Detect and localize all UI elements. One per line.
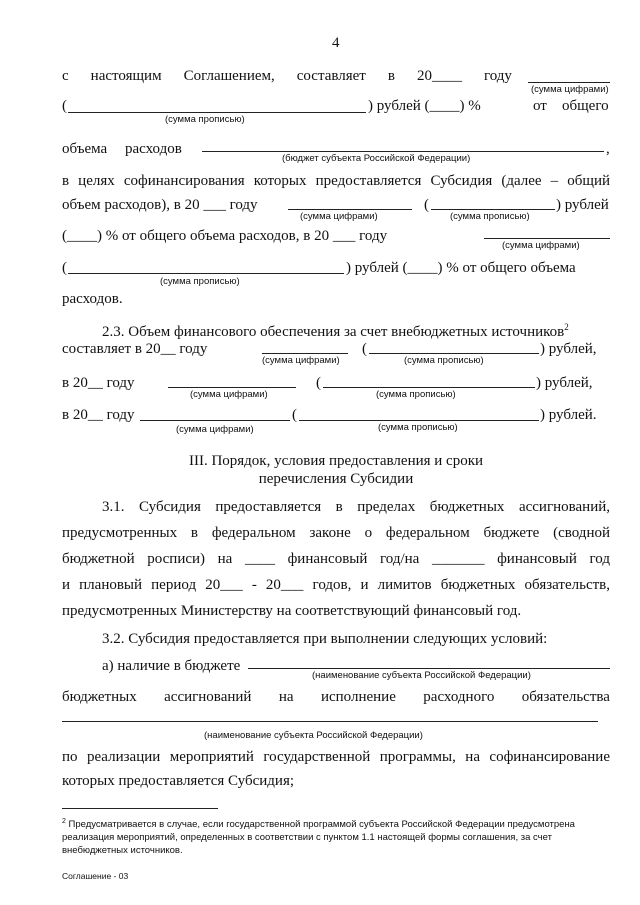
blank-line bbox=[323, 387, 535, 388]
p32-line5: которых предоставляется Субсидия; bbox=[62, 773, 295, 789]
section-title-line1: III. Порядок, условия предоставления и сроки bbox=[188, 453, 484, 469]
blank-line bbox=[528, 82, 610, 83]
p23-line1: 2.3. Объем финансового обеспечения за счет внебюджетных источников$^2$ bbox=[102, 322, 569, 340]
blank-line bbox=[484, 238, 610, 239]
blank-line bbox=[140, 420, 290, 421]
p1-line2-rub: ) рублей (____) % bbox=[368, 98, 481, 114]
p31-line2: предусмотренных в федеральном законе о федеральном бюджете (сводной bbox=[62, 525, 610, 541]
hint-sum-digits: (сумма цифрами) bbox=[531, 84, 609, 95]
hint-subject: (наименование субъекта Российской Федерации) bbox=[204, 730, 423, 741]
p31-line1: 3.1. Субсидия предоставляется в пределах бюджетных ассигнований, bbox=[102, 499, 610, 515]
blank-line bbox=[299, 420, 539, 421]
p1-line1: с настоящим Соглашением, составляет в 20____ году bbox=[62, 68, 512, 84]
blank-line bbox=[168, 387, 296, 388]
blank-line bbox=[68, 273, 344, 274]
section-title-line2: перечисления Субсидии bbox=[258, 471, 414, 487]
p32-line3: бюджетных ассигнований на исполнение расходного обязательства bbox=[62, 689, 610, 705]
hint-budget: (бюджет субъекта Российской Федерации) bbox=[282, 153, 471, 164]
hint-subject: (наименование субъекта Российской Федерации) bbox=[312, 670, 531, 681]
page-number: 4 bbox=[332, 35, 340, 51]
footer-label: Соглашение - 03 bbox=[62, 871, 129, 881]
blank-line bbox=[68, 112, 366, 113]
blank-line bbox=[431, 209, 555, 210]
p32-line1: 3.2. Субсидия предоставляется при выполнении следующих условий: bbox=[102, 631, 548, 647]
footnote-separator bbox=[62, 808, 218, 809]
document-page: 4 с настоящим Соглашением, составляет в 20____ году (сумма цифрами) ( ) рублей (____) % от общего (сумма прописью) объема расходов , (бюджет субъекта Российской Федерации) в целях софинансирования которых предоставляется Субсидия (далее – общий объем расходов), в 20 ___ году ( ) рублей (сумма цифрами) (сумма прописью) (____) % от общего объема расходов, в 20 ___ году (сумма цифрами) ( ) рублей (____) % от общего объема (сумма прописью) расходов. 2.3. Объем финансового обеспечения за счет внебюджетных источников$^2$ составляет в 20__ году ( ) рублей, (сумма цифрами) (сумма прописью) в 20__ году ( ) рублей, (сумма цифрами) (сумма прописью) в 20__ году ( ) рублей. (сумма цифрами) (сумма прописью) III. Порядок, условия предоставления и сроки перечисления Субсидии 3.1. Субсидия предоставляется в пределах бюджетных ассигнований, предусмотренных в федеральном законе о федеральном бюджете (сводной бюджетной росписи) на ____ финансовый год/на _______ финансовый год и плановый период 20___ - 20___ годов, и лимитов бюджетных обязательств, предусмотренных Министерству на соответствующий финансовый год. 3.2. Субсидия предоставляется при выполнении следующих условий: а) наличие в бюджете (наименование субъекта Российской Федерации) бюджетных ассигнований на исполнение расходного обязательства (наименование субъекта Российской Федерации) по реализации мероприятий государственной программы, на софинансирование которых предоставляется Субсидия; $^2$ Предусматривается в случае, если государственной программой субъекта Российской Федерации предусмотрена реализация мероприятий, определенных в соответствии с пунктом 1.1 настоящей формы соглашения, за счет внебюджетных источников. Соглашение - 03 bbox=[62, 35, 610, 881]
blank-line bbox=[262, 353, 348, 354]
footnote: $^2$ Предусматривается в случае, если государственной программой субъекта Российской Федерации предусмотрена реализация мероприятий, определенных в соответствии с пунктом 1.1 настоящей формы соглашения, за счет внебюджетных источников. bbox=[62, 818, 575, 857]
blank-line bbox=[62, 721, 598, 722]
p32-line2: а) наличие в бюджете bbox=[102, 658, 241, 674]
p1-line4: в целях софинансирования которых предоставляется Субсидия (далее – общий bbox=[62, 173, 610, 189]
blank-line bbox=[288, 209, 412, 210]
blank-line bbox=[369, 353, 539, 354]
hint-sum-words: (сумма прописью) bbox=[165, 114, 245, 125]
blank-line bbox=[202, 151, 604, 152]
p31-line5: предусмотренных Министерству на соответствующий финансовый год. bbox=[62, 603, 522, 619]
p31-line3: бюджетной росписи) на ____ финансовый год/на _______ финансовый год bbox=[62, 551, 610, 567]
p31-line4: и плановый период 20___ - 20___ годов, и лимитов бюджетных обязательств, bbox=[62, 577, 610, 593]
p32-line4: по реализации мероприятий государственной программы, на софинансирование bbox=[62, 749, 610, 765]
blank-line bbox=[248, 668, 610, 669]
